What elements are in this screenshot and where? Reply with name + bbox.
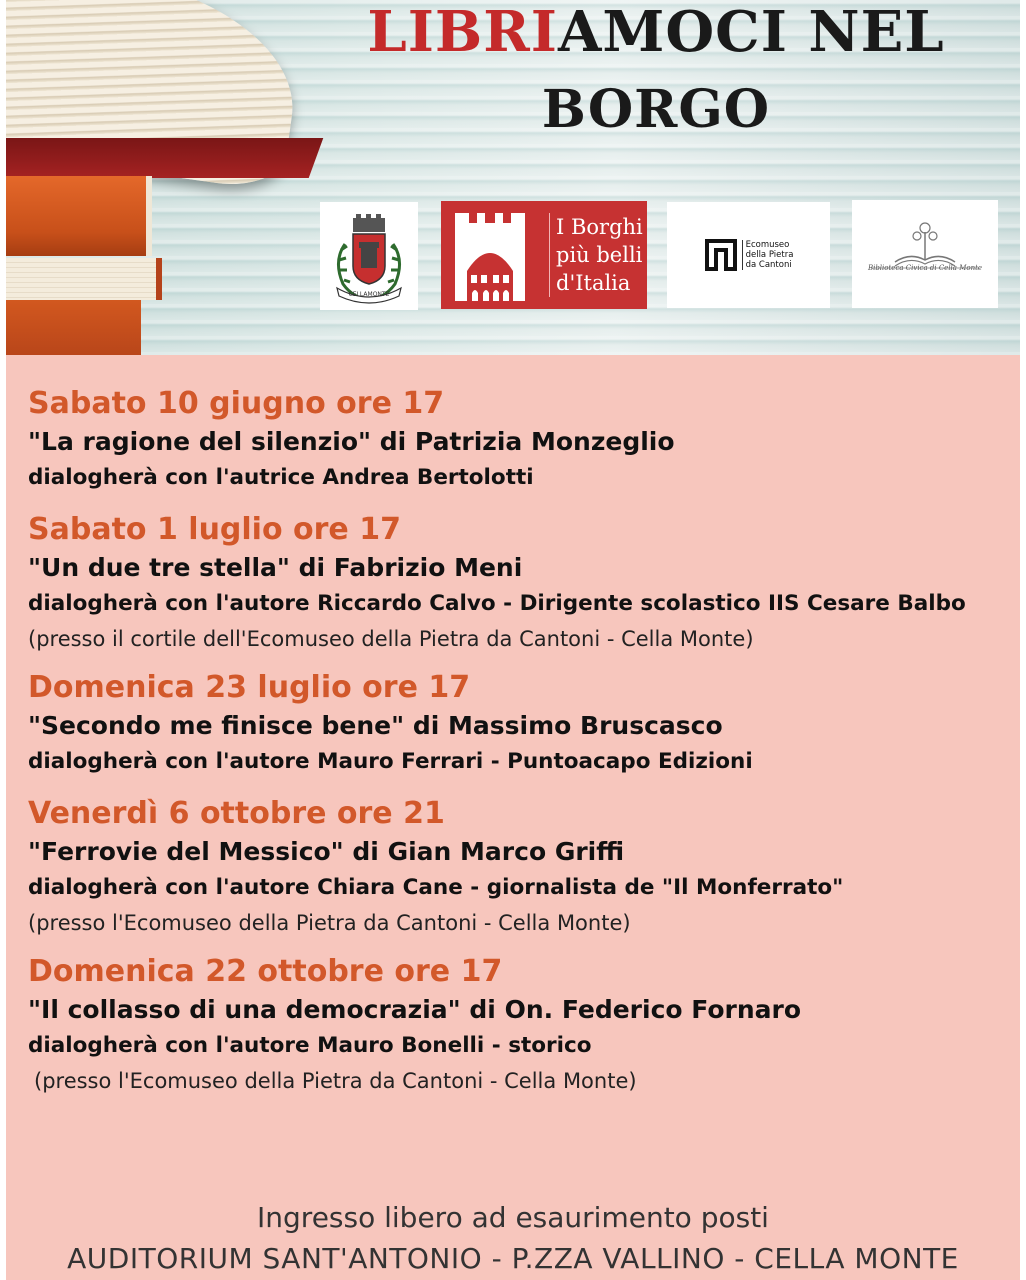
borghi-piu-belli-italia-logo [441,201,647,309]
ecomuseo-text-line2: della Pietra [745,250,794,260]
header-banner [6,0,1020,355]
ecomuseo-text-line1: Ecomuseo [745,240,790,250]
ecomuseo-logo-text [742,240,794,270]
ecomuseo-text-line3: da Cantoni [745,260,792,270]
borghi-text-line3: d'Italia [556,271,631,295]
ecomuseo-symbol-icon [704,238,738,272]
free-entry-note: Ingresso libero ad esaurimento posti [257,1201,769,1234]
event-book-title: "La ragione del silenzio" di Patrizia Monzeglio [28,427,675,456]
title-red-part: LIBRI [367,0,558,65]
event-location: (presso l'Ecomuseo della Pietra da Cantoni - Cella Monte) [28,911,631,935]
venue-address: AUDITORIUM SANT'ANTONIO - P.ZZA VALLINO - CELLA MONTE [67,1242,959,1275]
event-date: Sabato 1 luglio ore 17 [28,512,401,547]
comune-cellamonte-logo [320,202,418,310]
event-item [28,794,1020,940]
event-date: Domenica 23 luglio ore 17 [28,670,471,705]
event-location: (presso l'Ecomuseo della Pietra da Cantoni - Cella Monte) [34,1069,637,1093]
tower-icon [441,201,539,309]
event-item [28,668,1020,780]
poster-footer [6,1198,1020,1280]
biblioteca-civica-logo [852,200,998,308]
event-guest: dialogherà con l'autrice Andrea Bertolotti [28,465,534,490]
title-black-part: AMOCI NEL [557,0,945,65]
event-location: (presso il cortile dell'Ecomuseo della Pietra da Cantoni - Cella Monte) [28,627,754,651]
event-date: Domenica 22 ottobre ore 17 [28,954,503,989]
event-book-title: "Ferrovie del Messico" di Gian Marco Griffi [28,837,625,866]
comune-logo-label: CELLAMONTE [348,291,390,298]
poster-title-line1 [306,0,1006,65]
event-guest: dialogherà con l'autore Mauro Ferrari - Puntoacapo Edizioni [28,749,753,774]
event-guest: dialogherà con l'autore Chiara Cane - giornalista de "Il Monferrato" [28,875,844,900]
orange-book-illustration [6,176,152,256]
event-guest: dialogherà con l'autore Riccardo Calvo - Dirigente scolastico IIS Cesare Balbo [28,591,966,616]
event-guest: dialogherà con l'autore Mauro Bonelli - storico [28,1033,592,1058]
event-item [28,510,1020,656]
borghi-logo-text [549,213,652,297]
biblioteca-logo-label: Biblioteca Civica di Cella Monte [867,264,983,272]
bottom-book-illustration [6,300,141,355]
event-date: Sabato 10 giugno ore 17 [28,386,445,421]
borghi-text-line1: I Borghi [556,215,643,239]
event-book-title: "Il collasso di una democrazia" di On. Federico Fornaro [28,995,802,1024]
poster [6,0,1020,1280]
borghi-text-line2: più belli [556,243,643,267]
event-item [28,952,1020,1098]
event-date: Venerdì 6 ottobre ore 21 [28,796,445,831]
event-book-title: "Un due tre stella" di Fabrizio Meni [28,553,523,582]
event-item [28,384,1020,496]
red-book-cover-illustration [6,138,323,178]
events-list [6,384,1020,1098]
ecomuseo-pietra-cantoni-logo [667,202,830,308]
poster-title-line2: BORGO [541,79,771,140]
book-pages-edge-illustration [6,258,162,300]
event-book-title: "Secondo me finisce bene" di Massimo Bruscasco [28,711,723,740]
